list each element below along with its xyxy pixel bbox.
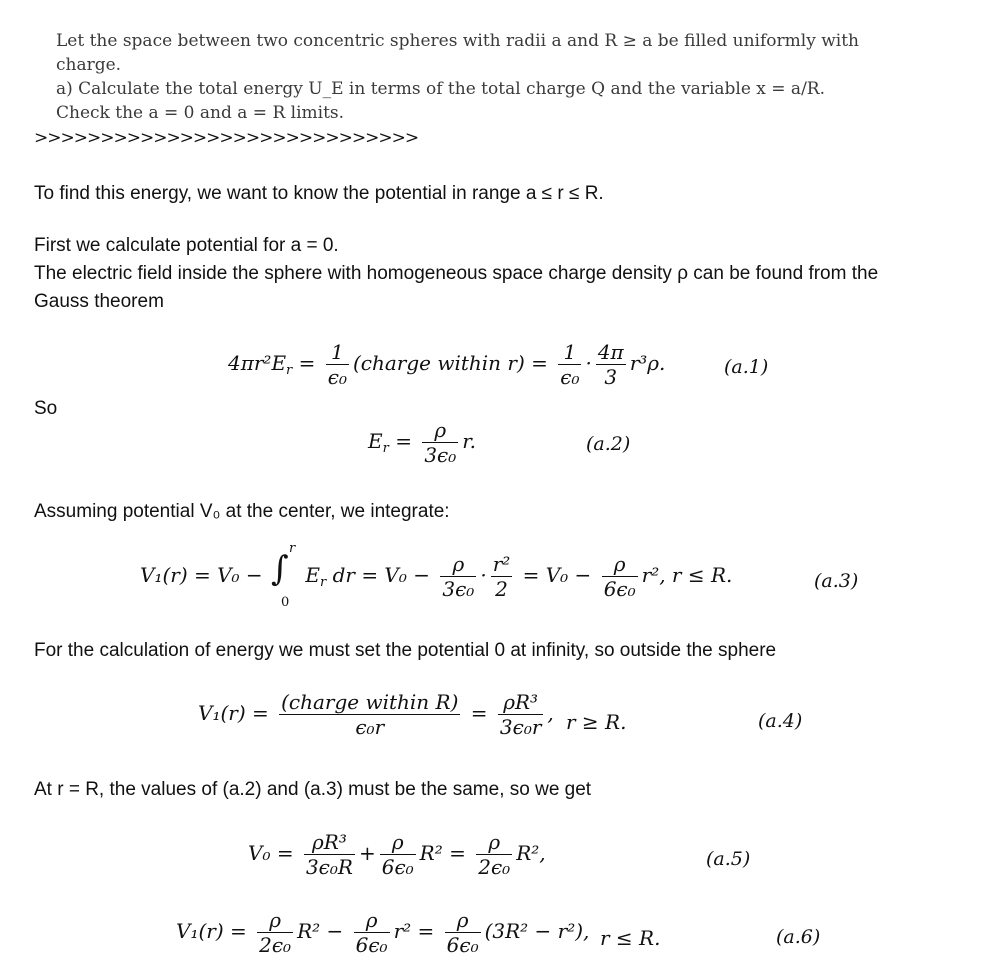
eq-a3-fraction-2	[491, 552, 513, 601]
eq-a1-fraction-1	[326, 340, 349, 389]
eq-a3-integrand-sub: r	[320, 575, 327, 590]
eq-a3-f3-num: ρ	[602, 552, 638, 577]
eq-a6-f2-den: 6ϵ₀	[355, 933, 388, 957]
eq-a1-f1-den: ϵ₀	[327, 365, 347, 389]
eq-a1-f3-den: 3	[604, 365, 618, 389]
paragraph-field-1: The electric field inside the sphere with homogeneous space charge density ρ can be found from the	[34, 263, 879, 284]
equation-a4	[198, 690, 554, 739]
paragraph-range: To find this energy, we want to know the potential in range a ≤ r ≤ R.	[34, 183, 604, 204]
eq-a4-fraction-1	[279, 690, 460, 739]
eq-a5-f2-den: 6ϵ₀	[381, 855, 414, 879]
eq-a4-tag: (a.4)	[758, 710, 803, 732]
eq-a5-fraction-2	[380, 830, 416, 879]
eq-a3-fraction-1	[440, 552, 476, 601]
eq-a1-tag: (a.1)	[724, 356, 769, 378]
eq-a4-eq: =	[470, 701, 488, 725]
eq-a6-fraction-3	[445, 908, 481, 957]
eq-a4-cond: r ≥ R.	[566, 710, 627, 734]
eq-a1-lhs: 4πr²E	[228, 351, 287, 375]
separator-arrows: >>>>>>>>>>>>>>>>>>>>>>>>>>>>>	[34, 128, 419, 148]
equation-a5	[248, 830, 546, 879]
eq-a4-f1-num: (charge within R)	[281, 690, 459, 714]
eq-a3-f3-den: 6ϵ₀	[603, 577, 636, 601]
eq-a5-plus: +	[358, 841, 376, 865]
eq-a4-f2-num: ρR³	[498, 690, 544, 715]
equation-a1	[228, 340, 665, 389]
eq-a2-tag: (a.2)	[586, 433, 631, 455]
eq-a4-fraction-2	[498, 690, 544, 739]
eq-a6-f2-num: ρ	[354, 908, 390, 933]
eq-a1-f3-num: 4π	[597, 340, 624, 364]
eq-a3-tag: (a.3)	[814, 570, 859, 592]
paragraph-assume-v0: Assuming potential V₀ at the center, we integrate:	[34, 501, 450, 522]
eq-a3-fraction-3	[602, 552, 638, 601]
eq-a3-eq2: = V₀ −	[522, 563, 592, 587]
eq-a3-integrand: E	[305, 563, 321, 587]
eq-a2-tail: r.	[462, 429, 476, 453]
eq-a5-tag: (a.5)	[706, 848, 751, 870]
eq-a5-f3-den: 2ϵ₀	[478, 855, 511, 879]
eq-a2-lhs-sub: r	[382, 441, 389, 456]
eq-a1-f2-den: ϵ₀	[560, 365, 580, 389]
eq-a1-tail: r³ρ.	[629, 351, 666, 375]
eq-a3-f2-den: 2	[495, 577, 508, 601]
eq-a2-fraction	[422, 418, 458, 467]
eq-a5-mid: R² =	[419, 841, 466, 865]
label-so: So	[34, 398, 58, 419]
eq-a1-dot: ·	[585, 351, 592, 375]
eq-a5-f1-num: ρR³	[304, 830, 355, 855]
eq-a1-fraction-3	[596, 340, 626, 389]
eq-a5-tail: R²,	[516, 841, 546, 865]
eq-a6-f3-num: ρ	[445, 908, 481, 933]
eq-a4-lhs: V₁(r) =	[198, 701, 269, 725]
problem-line-4: Check the a = 0 and a = R limits.	[56, 103, 345, 123]
paragraph-field-2: Gauss theorem	[34, 291, 164, 312]
eq-a2-equals: =	[395, 429, 412, 453]
eq-a5-f1-den: 3ϵ₀R	[305, 855, 353, 879]
paragraph-infinity: For the calculation of energy we must set the potential 0 at infinity, so outside the sphere	[34, 640, 777, 661]
equation-a2	[368, 418, 476, 467]
problem-line-2: charge.	[56, 55, 122, 75]
eq-a6-fraction-1	[257, 908, 293, 957]
eq-a6-mid1: R² −	[297, 919, 344, 943]
eq-a6-tail: (3R² − r²),	[484, 919, 590, 943]
integral-lower-limit: 0	[281, 594, 290, 610]
paragraph-match: At r = R, the values of (a.2) and (a.3) must be the same, so we get	[34, 779, 592, 800]
eq-a6-f1-num: ρ	[257, 908, 293, 933]
eq-a4-f1-den: ϵ₀r	[355, 715, 385, 739]
equation-a6	[176, 908, 589, 957]
eq-a3-dot: ·	[480, 563, 487, 587]
integral-upper-limit: r	[289, 540, 296, 556]
eq-a6-lhs: V₁(r) =	[176, 919, 247, 943]
eq-a1-lhs-sub: r	[286, 363, 293, 378]
eq-a3-f1-den: 3ϵ₀	[442, 577, 475, 601]
eq-a4-f2-den: 3ϵ₀r	[499, 715, 542, 739]
eq-a6-cond: r ≤ R.	[600, 926, 661, 950]
eq-a1-mid: (charge within r) =	[352, 351, 548, 375]
eq-a4-tail: ,	[547, 701, 554, 725]
eq-a6-mid2: r² =	[393, 919, 435, 943]
eq-a5-f2-num: ρ	[380, 830, 416, 855]
eq-a6-tag: (a.6)	[776, 926, 821, 948]
eq-a1-f2-num: 1	[558, 340, 581, 365]
eq-a3-f1-num: ρ	[440, 552, 476, 577]
eq-a1-f1-num: 1	[326, 340, 349, 365]
eq-a2-den: 3ϵ₀	[424, 443, 457, 467]
eq-a1-equals: =	[298, 351, 316, 375]
paragraph-a-zero: First we calculate potential for a = 0.	[34, 235, 339, 256]
eq-a5-lhs: V₀ =	[248, 841, 294, 865]
eq-a1-fraction-2	[558, 340, 581, 389]
problem-line-3: a) Calculate the total energy U_E in terms of the total charge Q and the variable x = a/R.	[56, 79, 826, 99]
integral-sign: ∫ r 0	[271, 540, 296, 610]
eq-a2-lhs: E	[368, 429, 383, 453]
eq-a6-fraction-2	[354, 908, 390, 957]
eq-a3-mid: dr = V₀ −	[332, 563, 431, 587]
eq-a3-lhs: V₁(r) = V₀ −	[140, 563, 263, 587]
eq-a5-fraction-1	[304, 830, 355, 879]
eq-a2-num: ρ	[422, 418, 458, 443]
eq-a6-f1-den: 2ϵ₀	[259, 933, 292, 957]
eq-a5-f3-num: ρ	[476, 830, 512, 855]
problem-line-1: Let the space between two concentric spheres with radii a and R ≥ a be filled uniformly with	[56, 31, 859, 51]
eq-a3-f2-num: r²	[492, 552, 511, 576]
eq-a5-fraction-3	[476, 830, 512, 879]
eq-a3-tail: r², r ≤ R.	[641, 563, 733, 587]
equation-a3	[140, 540, 733, 610]
eq-a6-f3-den: 6ϵ₀	[446, 933, 479, 957]
